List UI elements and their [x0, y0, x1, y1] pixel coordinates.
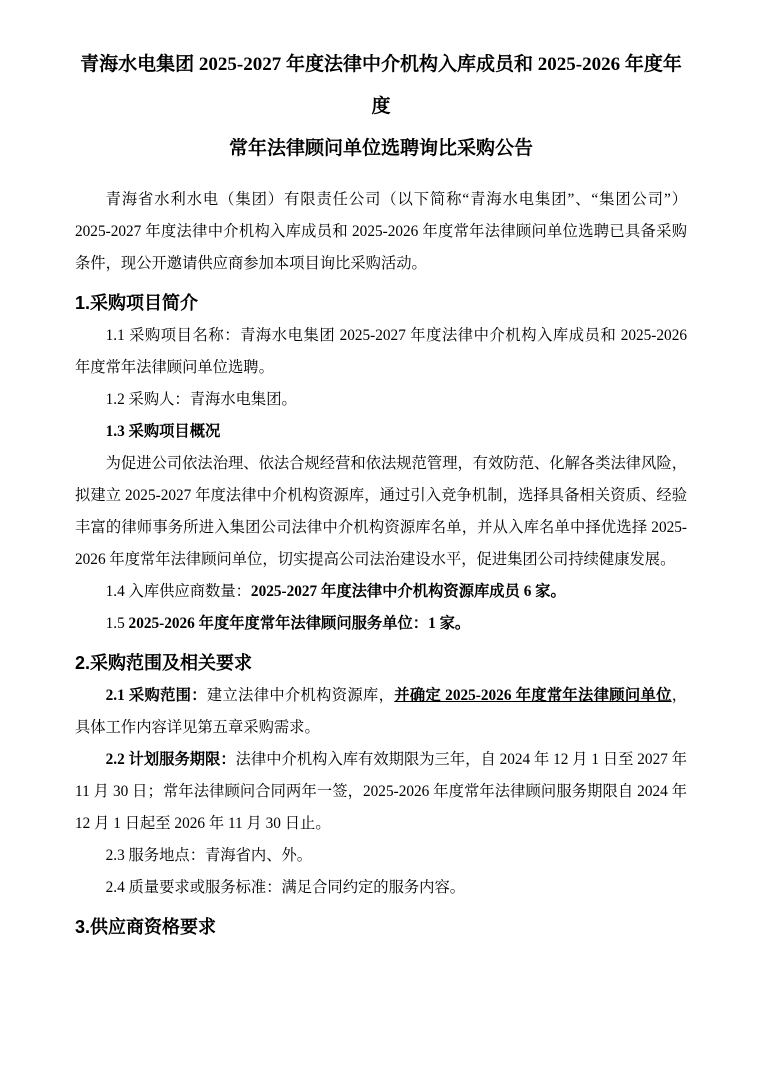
paragraph-2-1-text-1: 建立法律中介机构资源库，: [206, 687, 395, 704]
document-title: [75, 44, 687, 170]
paragraph-1-5: [75, 608, 687, 640]
paragraph-1-4: [75, 576, 687, 608]
paragraph-2-1: [75, 680, 687, 744]
section-3-heading: 3.供应商资格要求: [75, 917, 217, 937]
section-2-heading: 2.采购范围及相关要求: [75, 653, 253, 673]
paragraph-1-3-heading: 1.3 采购项目概况: [105, 423, 221, 440]
paragraph-1-4-value: 2025-2027 年度法律中介机构资源库成员 6 家。: [250, 583, 566, 600]
paragraph-1-3-body: 为促进公司依法治理、依法合规经营和依法规范管理，有效防范、化解各类法律风险，拟建立 2025-2027 年度法律中介机构资源库，通过引入竞争机制，选择具备相关资质、经验丰富的律师事务所进入集团公司法律中介机构资源库名单，并从入库名单中择优选择 2025-2026 年度常年法律顾问单位，切实提高公司法治建设水平，促进集团公司持续健康发展。: [75, 455, 687, 568]
paragraph-2-1-text-2: ，具体工作内容详见第五章采购需求。: [75, 687, 687, 736]
paragraph-2-2: [75, 744, 687, 840]
paragraph-2-1-underlined: 并确定 2025-2026 年度常年法律顾问单位: [394, 687, 672, 704]
paragraph-1-5-label: 1.5: [105, 615, 129, 632]
document-title-line-2: 常年法律顾问单位选聘询比采购公告: [228, 138, 533, 159]
paragraph-2-2-text: 法律中介机构入库有效期限为三年，自 2024 年 12 月 1 日至 2027 年 11 月 30 日；常年法律顾问合同两年一签，2025-2026 年度常年法律顾问服务期限自 2024 年 12 月 1 日起至 2026 年 11 月 30 日止。: [75, 751, 688, 832]
paragraph-1-4-label: 1.4 入库供应商数量：: [105, 583, 251, 600]
section-1-heading: 1.采购项目简介: [75, 293, 199, 313]
paragraph-2-4: 2.4 质量要求或服务标准：满足合同约定的服务内容。: [105, 879, 466, 896]
intro-paragraph: 青海省水利水电（集团）有限责任公司（以下简称“青海水电集团”、“集团公司”）2025-2027 年度法律中介机构入库成员和 2025-2026 年度常年法律顾问单位选聘已具备采购条件，现公开邀请供应商参加本项目询比采购活动。: [75, 191, 687, 272]
document-title-line-1: 青海水电集团 2025-2027 年度法律中介机构入库成员和 2025-2026 年度年度: [80, 54, 682, 117]
paragraph-2-2-label: 2.2 计划服务期限：: [105, 751, 236, 768]
paragraph-1-2: 1.2 采购人：青海水电集团。: [105, 391, 297, 408]
paragraph-2-1-label: 2.1 采购范围：: [105, 687, 207, 704]
paragraph-2-3: 2.3 服务地点：青海省内、外。: [105, 847, 313, 864]
paragraph-1-1: 1.1 采购项目名称：青海水电集团 2025-2027 年度法律中介机构入库成员和 2025-2026 年度常年法律顾问单位选聘。: [75, 327, 687, 376]
paragraph-1-5-value: 2025-2026 年度年度常年法律顾问服务单位：1 家。: [128, 615, 471, 632]
